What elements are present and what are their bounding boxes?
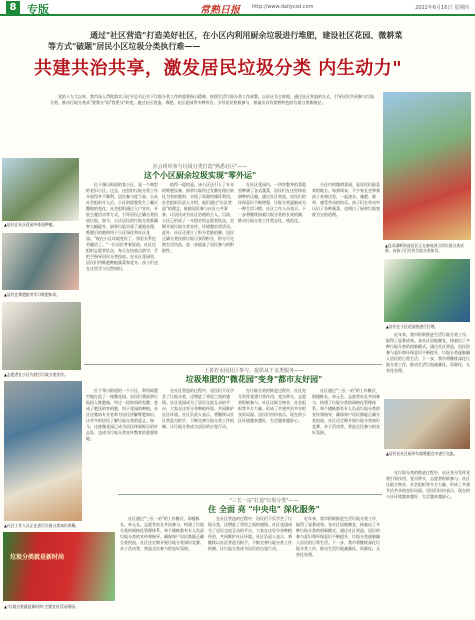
photo-garden-care — [384, 259, 470, 322]
banner-text: 垃圾分类就是新时尚 — [10, 554, 65, 561]
photo-caption: ▲居民在堆肥箱旁学习堆肥知识。 — [4, 292, 61, 297]
divider — [84, 364, 382, 365]
article-column: 在社区花园内，一块块整齐的菜地里种满了各式蔬菜，居民们在这里体验耕种的乐趣。通过社区营造，居民们的环保意识不断增强，垃圾分类逐渐成为一种生活习惯。社区工作人员表示，下一步将继续探索垃圾分类的长效机制，推动垃圾分类工作常态化、规范化。 — [238, 182, 306, 223]
article-column: 位于虞山街道的某小区，是一个典型的老旧小区。过去，这里的垃圾分类工作开展得并不顺利，居民参与度不高。自从社会组织介入后，小区的面貌发生了翻天覆地的变化。社会组织通过入户宣传、开展主题活动等方式，引导居民正确分类投放垃圾。如今，小区居民的垃圾分类准确率大幅提升，厨余垃圾实现了就地处理，堆肥后的肥料用于小区绿化和社区花园。"现在小区环境变好了，邻里关系也更融洽了。"一位居民笑着说道。社区还组织志愿者队伍，每天在投放点值守，手把手指导居民分类投放。在社区花园里，居民们用堆肥种植蔬菜和花卉，孩子们也在这里学习自然知识。 — [86, 182, 158, 271]
photo-community-worker — [4, 381, 82, 521]
section-title-1 — [90, 163, 310, 181]
newspaper-logo: 常熟日报 — [200, 5, 240, 16]
page-number: 8 — [6, 1, 20, 15]
issue-date: 2022年6月16日 星期四 — [415, 5, 469, 11]
article-column: 近年来，我市积极推进生活垃圾分类工作，取得了显著成效。各社区因地制宜，探索出了多种垃圾分类的创新模式。通过社区营造，居民的参与意识和环保意识不断提升，垃圾分类逐渐融入居民的日常生活。下一步，我市将继续深化垃圾分类工作，推动生活垃圾减量化、资源化、无害化处理。 — [296, 516, 380, 557]
section-title-3 — [189, 497, 339, 515]
article-column: 近年来，我市积极推进生活垃圾分类工作，取得了显著成效。各社区因地制宜，探索出了多种垃圾分类的创新模式。通过社区营造，居民的参与意识和环保意识不断提升，垃圾分类逐渐融入居民的日常生活。下一步，我市将继续深化垃圾分类工作，推动生活垃圾减量化、资源化、无害化处理。 — [386, 332, 470, 373]
section-heading: 这个小区厨余垃圾实现"零外运" — [143, 171, 257, 180]
section-heading: 垃圾堆肥的"微花园"变身"都市友好园" — [185, 375, 323, 384]
section-heading: 住 全面 亮 "中央电" 深化服务" — [208, 505, 320, 514]
article-column: 值得一提的是，该小区还引入了专业的堆肥设备，厨余垃圾经过发酵处理后转化为有机肥料，实现了资源的循环利用。社会组织负责人介绍，他们通过"社区营造"的理念，鼓励居民参与社区公共事务，让居民成为社区治理的主人。目前，小区已形成了一支稳定的志愿者队伍，定期开展垃圾分类宣传、环境整治等活动。此外，社区还建立了积分奖励机制，居民正确分类投放垃圾可获得积分，积分可兑换生活用品，进一步提高了居民参与的积极性。 — [162, 182, 234, 253]
photo-compost-bin — [2, 233, 79, 290]
photo-caption: ▲居民在社区厨余垃圾堆肥点中进行交流。 — [386, 451, 458, 456]
section-kicker: "三长一站"打造"垃圾分类"—— — [229, 498, 299, 504]
page-header — [0, 0, 475, 16]
article-column: 社区通过"三长一站"的工作模式，即楼栋长、单元长、志愿者站长共同参与，构建了垃圾分类的网格化管理体系。每个楼栋都有专人负责垃圾分类的宣传和指导，确保每户居民都能正确分类投放。社区还定期开展垃圾分类知识竞赛、亲子活动等，营造全民参与的良好氛围。 — [312, 388, 380, 435]
article-column: 在垃圾分类的推进过程中，社区充分发挥党建引领作用，党员带头，志愿者积极参与。社区还联合物业、社会组织等多方力量，形成了共建共治共享的良好局面。居民们纷纷表示，现在的小区环境越来越好，生活越来越舒心。 — [238, 388, 306, 423]
section-kicker: 上善若水园社区参与，提供从干支类服务—— — [203, 368, 304, 374]
main-headline: 共建共治共享，激发居民垃圾分类 内生动力" — [34, 58, 403, 79]
divider — [118, 494, 382, 495]
photo-caption: ▲"垃圾分类就是新时尚"主题宣传活动现场。 — [4, 604, 79, 609]
website-url: http://www.dailycsd.com — [252, 4, 314, 10]
photo-caption: ▲昆承湖畔街道居民正在参观展示的垃圾分类成果，向孩子们宣传垃圾分类知识。 — [385, 243, 464, 253]
article-column: 在垃圾分类的推进过程中，社区充分发挥党建引领作用，党员带头，志愿者积极参与。社区还联合物业、社会组织等多方力量，形成了共建共治共享的良好局面。居民们纷纷表示，现在的小区环境越来越好，生活越来越舒心。 — [386, 470, 470, 499]
intro-paragraph: 党的十九大以来，我市深入贯彻落实习近平总书记关于垃圾分类工作的重要指示精神，按照生活垃圾分类工作部署，以社区为主阵地，通过社区营造的方式，引导居民共同参与垃圾分类，推动垃圾分类从"要我分"向"我要分"转变。通过社区营造、堆肥、社区花园等多种形式，引导居民积极参与，探索出具有常熟特色的垃圾分类新路径。 — [50, 94, 374, 106]
photo-caption: ▲居民在社区花园中体验种植。 — [4, 222, 57, 227]
photo-compost-point — [384, 399, 470, 449]
photo-caption: ▲志愿者在小区内进行垃圾分类宣传。 — [4, 372, 68, 377]
subheadline-1: 通过"社区营造"打造美好社区，在小区内利用厨余垃圾进行堆肥，建设社区花园、微耕菜 — [90, 30, 403, 40]
photo-children-volunteers — [383, 92, 471, 240]
article-column: 社区通过"三长一站"的工作模式，即楼栋长、单元长、志愿者站长共同参与，构建了垃圾分类的网格化管理体系。每个楼栋都有专人负责垃圾分类的宣传和指导，确保每户居民都能正确分类投放。社区还定期开展垃圾分类知识竞赛、亲子活动等，营造全民参与的良好氛围。 — [120, 516, 204, 551]
photo-caption: ▲居民在小区花园里进行打理。 — [386, 324, 439, 329]
article-column: 小区内的微耕菜园，是居民们最喜欢的地方。每到周末，不少家长会带着孩子来到这里，一起浇水、施肥、除草，感受劳动的快乐。孩子们在劳动中认识了各种蔬菜，也明白了厨余垃圾变废为宝的道理。 — [312, 182, 380, 217]
article-column: 位于琴川街道的一个小区，利用闲置空地打造了一座微花园。居民们将厨余垃圾投入堆肥箱，经过一段时间的发酵，变成了肥沃的有机肥，用于花园的种植。社区还邀请专业老师为居民讲解堆肥知识，让更多的居民了解垃圾分类的意义。如今，这座微花园已成为居民休闲娱乐的好去处，也成为垃圾分类宣传教育的重要阵地。 — [86, 388, 158, 441]
subheadline-2: 等方式"破题"居民小区垃圾分类执行难—— — [48, 41, 201, 51]
photo-garden — [2, 158, 79, 221]
section-title-2 — [144, 367, 364, 385]
photo-volunteers — [2, 302, 81, 370]
photo-event-banner — [3, 532, 115, 601]
article-column: 在社区营造的过程中，居民们不仅学会了垃圾分类，还增进了邻里之间的感情。社区花园成为了居民交流互动的平台，大家在这里分享种植经验，共同维护社区环境。社区负责人表示，将继续以社区营造为抓手，不断完善垃圾分类工作机制，让垃圾分类成为居民的自觉行动。 — [208, 516, 292, 551]
article-column: 在社区营造的过程中，居民们不仅学会了垃圾分类，还增进了邻里之间的感情。社区花园成为了居民交流互动的平台，大家在这里分享种植经验，共同维护社区环境。社区负责人表示，将继续以社区营造为抓手，不断完善垃圾分类工作机制，让垃圾分类成为居民的自觉行动。 — [162, 388, 234, 429]
section-name: 专版 — [27, 3, 49, 16]
section-kicker: 社会组织参与垃圾分类打造"熟悉社区"—— — [152, 164, 248, 170]
photo-caption: ▲社区工作人员正在进行垃圾分类知识讲解。 — [4, 523, 80, 528]
